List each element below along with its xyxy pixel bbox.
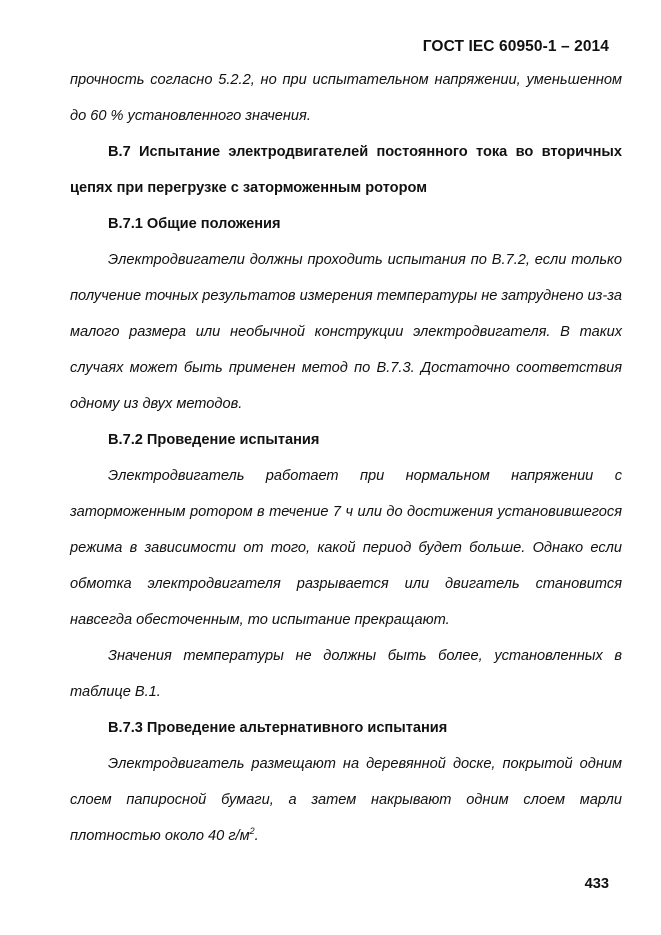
paragraph-b73-text: Электродвигатель размещают на деревянной доске, покрытой одним слоем папиросной бумаги, а затем накрывают одним слоем марли плотностью около 40 г/м (70, 756, 622, 844)
document-body (70, 62, 622, 854)
paragraph-b72-1: Электродвигатель работает при нормальном напряжении с заторможенным ротором в течение 7 ч или до достижения установившегося режима в зависимости от того, какой период будет больше. Однако если обмотка электродвигателя разрывается или двигатель становится навсегда обесточенным, то испытание прекращают. (70, 468, 622, 628)
superscript-exponent: 2 (249, 826, 255, 837)
section-heading-b72: В.7.2 Проведение испытания (108, 432, 320, 448)
paragraph-continued: прочность согласно 5.2.2, но при испытательном напряжении, уменьшенном до 60 % установленного значения. (70, 72, 622, 124)
paragraph-b71: Электродвигатели должны проходить испытания по В.7.2, если только получение точных результатов измерения температуры не затруднено из-за малого размера или необычной конструкции электродвигателя. В таких случаях может быть применен метод по В.7.3. Достаточно соответствия одному из двух методов. (70, 252, 622, 412)
section-heading-b7: В.7 Испытание электродвигателей постоянного тока во вторичных цепях при перегрузке с заторможенным ротором (70, 144, 622, 196)
paragraph-b73 (70, 746, 622, 854)
section-heading-b71: В.7.1 Общие положения (108, 216, 281, 232)
page-number: 433 (584, 876, 609, 892)
standard-header: ГОСТ IEC 60950-1 – 2014 (422, 38, 609, 55)
section-heading-b73: В.7.3 Проведение альтернативного испытания (108, 720, 448, 736)
paragraph-b73-end: . (254, 828, 259, 844)
paragraph-b72-2: Значения температуры не должны быть более, установленных в таблице В.1. (70, 648, 622, 700)
